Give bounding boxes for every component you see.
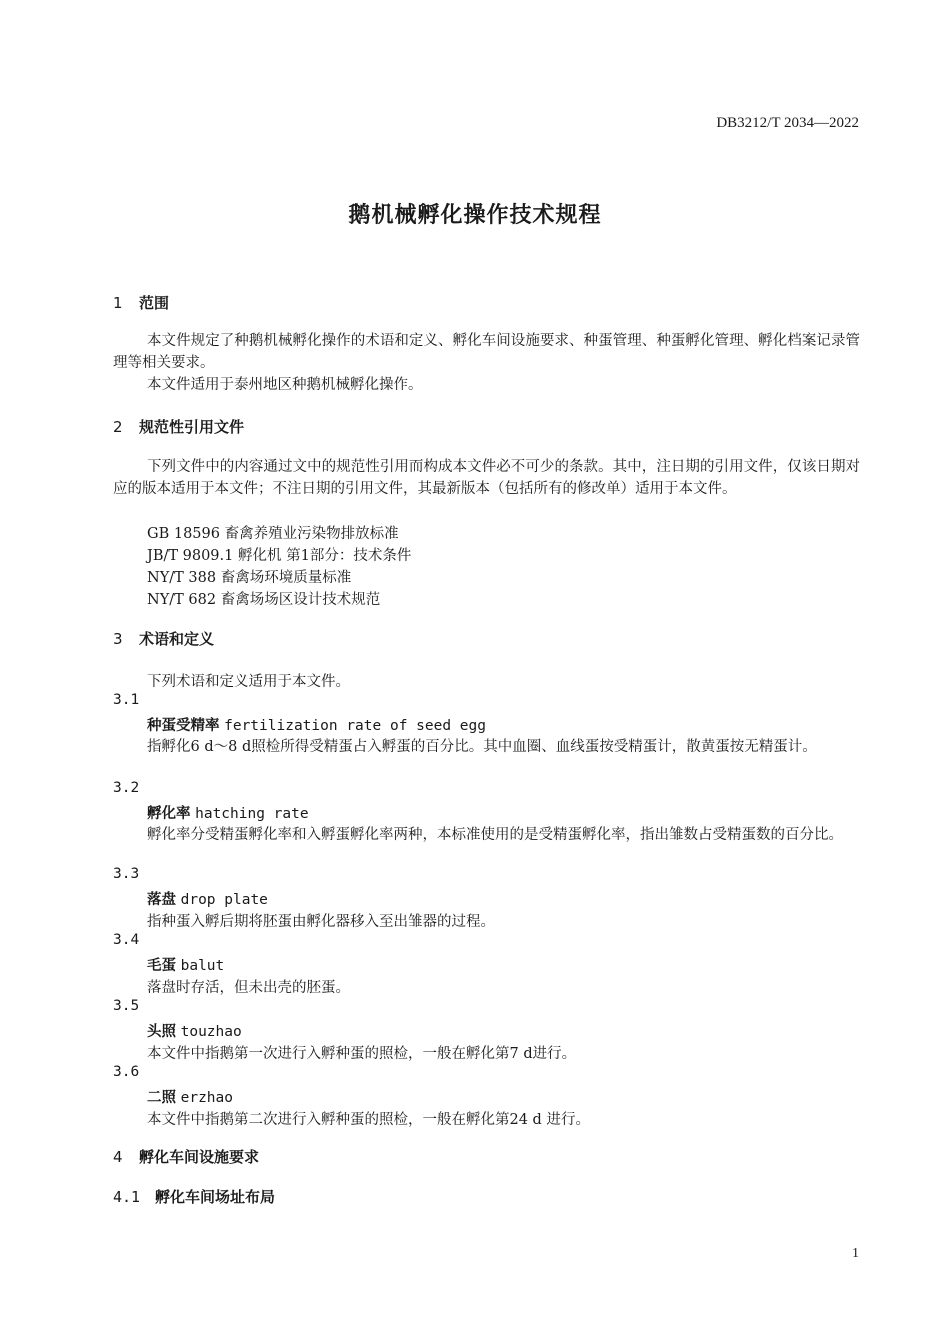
term-definition: 指孵化6 d～8 d照检所得受精蛋占入孵蛋的百分比。其中血圈、血线蛋按受精蛋计，散黄蛋按无精蛋计。 — [147, 739, 817, 755]
term-definition: 指种蛋入孵后期将胚蛋由孵化器移入至出雏器的过程。 — [147, 914, 495, 930]
section-3-heading — [113, 628, 214, 649]
term-heading — [147, 1020, 242, 1041]
document-number: DB3212/T 2034—2022 — [716, 115, 859, 131]
term-chinese: 落盘 — [147, 892, 176, 908]
term-english: touzhao — [180, 1024, 242, 1040]
section-number: 2 — [113, 418, 123, 436]
term-english: drop plate — [180, 892, 268, 908]
term-definition: 孵化率分受精蛋孵化率和入孵蛋孵化率两种，本标准使用的是受精蛋孵化率，指出雏数占受精蛋数的百分比。 — [147, 827, 843, 843]
page-number: 1 — [852, 1246, 859, 1261]
term-chinese: 种蛋受精率 — [147, 718, 220, 734]
term-english: erzhao — [180, 1090, 233, 1106]
reference-item: JB/T 9809.1 孵化机 第1部分：技术条件 — [147, 548, 412, 564]
document-title: 鹅机械孵化操作技术规程 — [348, 203, 602, 228]
section-number: 1 — [113, 294, 123, 312]
section-number: 4 — [113, 1148, 123, 1166]
term-heading — [147, 954, 224, 975]
term-english: balut — [180, 958, 225, 974]
term-definition: 本文件中指鹅第一次进行入孵种蛋的照检，一般在孵化第7 d进行。 — [147, 1046, 577, 1062]
term-definition: 落盘时存活，但未出壳的胚蛋。 — [147, 980, 350, 996]
section-title: 孵化车间设施要求 — [139, 1148, 260, 1166]
term-heading — [147, 802, 309, 823]
section-2-heading — [113, 416, 244, 437]
term-number: 3.5 — [113, 998, 140, 1014]
reference-item: NY/T 682 畜禽场场区设计技术规范 — [147, 592, 381, 608]
section-2-paragraph: 下列文件中的内容通过文中的规范性引用而构成本文件必不可少的条款。其中，注日期的引用文件，仅该日期对应的版本适用于本文件；不注日期的引用文件，其最新版本（包括所有的修改单）适用于本文件。 — [113, 459, 860, 497]
term-chinese: 孵化率 — [147, 806, 191, 822]
section-title: 范围 — [139, 294, 170, 312]
term-english: fertilization rate of seed egg — [224, 718, 487, 734]
term-heading — [147, 714, 486, 735]
term-chinese: 毛蛋 — [147, 958, 176, 974]
term-heading — [147, 1086, 233, 1107]
reference-item: NY/T 388 畜禽场环境质量标准 — [147, 570, 352, 586]
term-number: 3.3 — [113, 866, 140, 882]
section-4-heading — [113, 1146, 259, 1167]
subsection-4-1-heading — [113, 1186, 275, 1207]
term-chinese: 头照 — [147, 1024, 176, 1040]
subsection-number: 4.1 — [113, 1188, 141, 1206]
reference-item: GB 18596 畜禽养殖业污染物排放标准 — [147, 526, 399, 542]
subsection-title: 孵化车间场址布局 — [155, 1188, 276, 1206]
section-title: 术语和定义 — [139, 630, 215, 648]
section-1-heading — [113, 292, 169, 313]
term-number: 3.6 — [113, 1064, 140, 1080]
term-number: 3.2 — [113, 780, 140, 796]
section-title: 规范性引用文件 — [139, 418, 245, 436]
section-1-paragraph-2: 本文件适用于泰州地区种鹅机械孵化操作。 — [147, 377, 423, 393]
term-english: hatching rate — [195, 806, 309, 822]
term-chinese: 二照 — [147, 1090, 176, 1106]
section-number: 3 — [113, 630, 123, 648]
section-3-intro: 下列术语和定义适用于本文件。 — [147, 674, 350, 690]
term-heading — [147, 888, 268, 909]
term-definition: 本文件中指鹅第二次进行入孵种蛋的照检，一般在孵化第24 d 进行。 — [147, 1112, 590, 1128]
section-1-paragraph-1: 本文件规定了种鹅机械孵化操作的术语和定义、孵化车间设施要求、种蛋管理、种蛋孵化管理、孵化档案记录管理等相关要求。 — [113, 333, 860, 371]
term-number: 3.1 — [113, 692, 140, 708]
term-number: 3.4 — [113, 932, 140, 948]
